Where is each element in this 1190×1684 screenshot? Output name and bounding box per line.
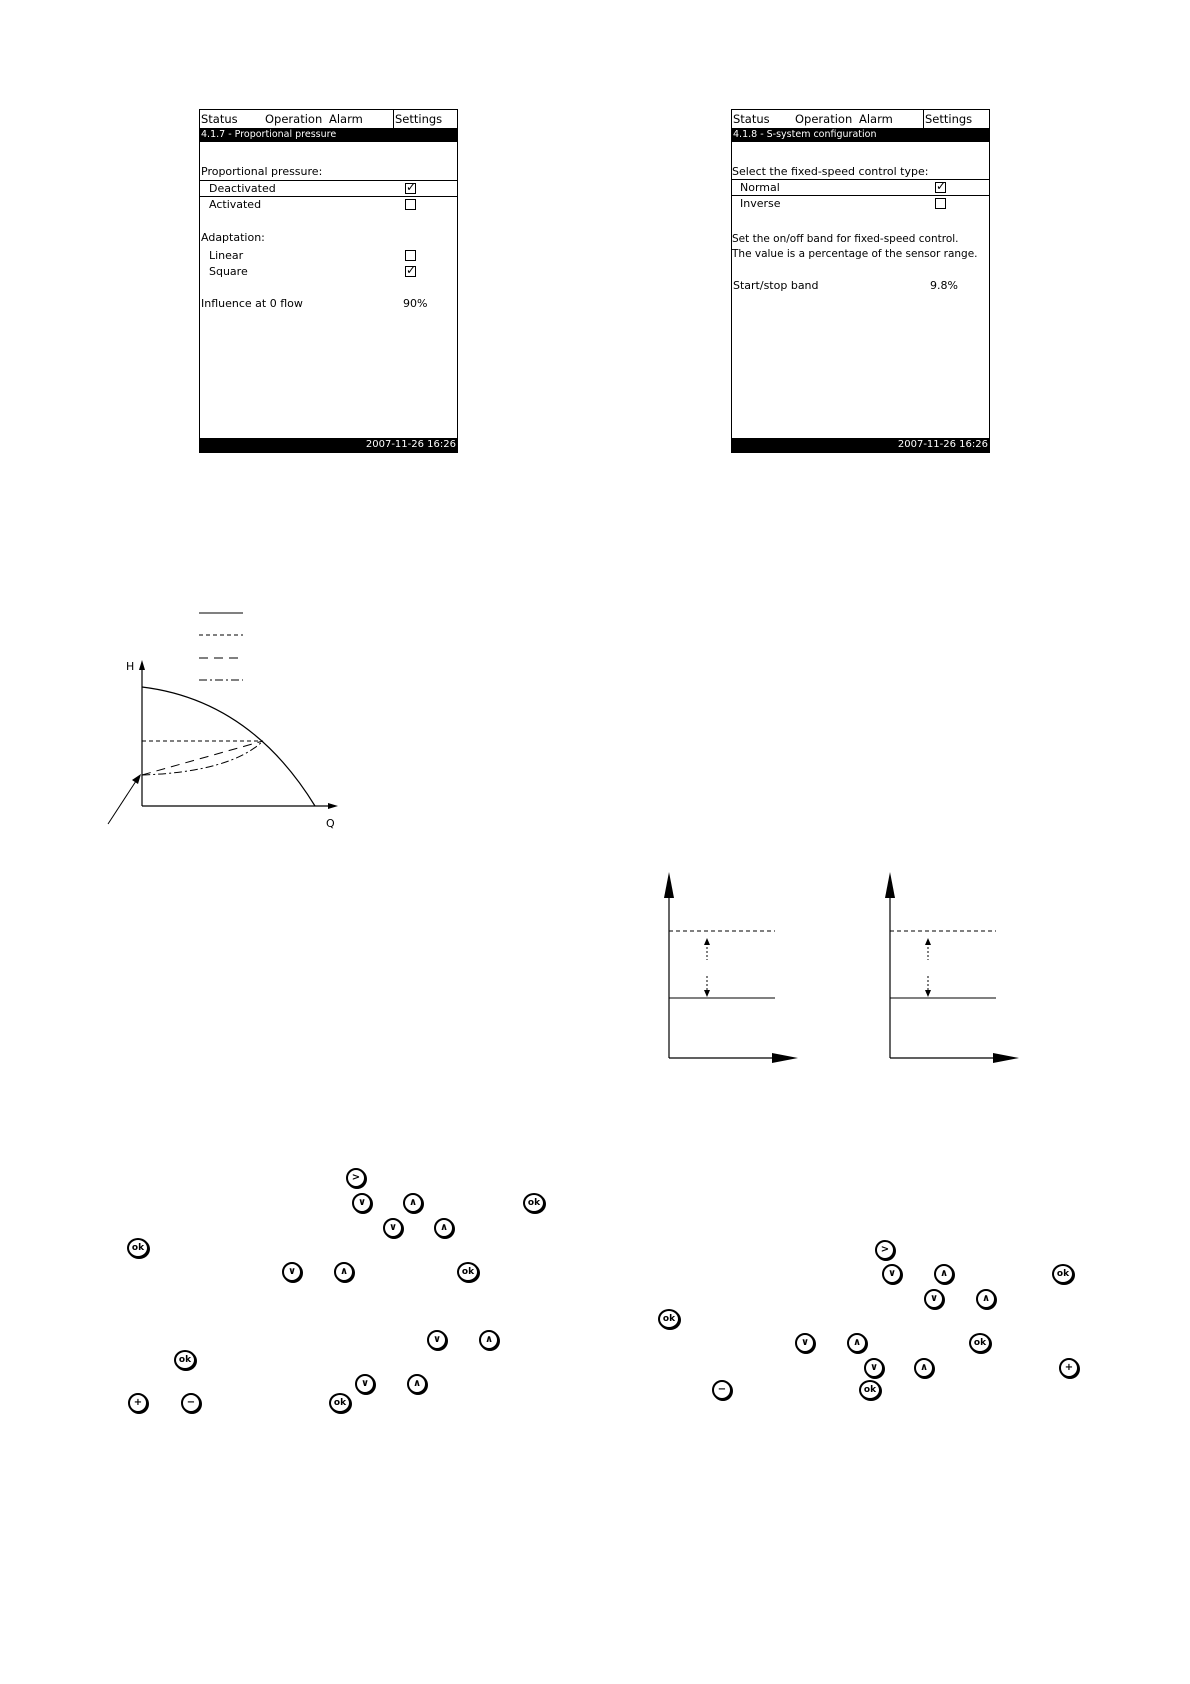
plus-key-icon: +: [1059, 1358, 1079, 1378]
up-key-icon: ∧: [407, 1374, 427, 1394]
onoff-band-diagram-inverse: [876, 860, 1026, 1070]
option-normal-label: Normal: [740, 181, 780, 194]
down-key-icon: ∨: [795, 1333, 815, 1353]
down-key-icon: ∨: [427, 1330, 447, 1350]
ok-key-icon: ok: [457, 1262, 479, 1282]
display-screen-proportional-pressure: [199, 109, 458, 453]
x-axis-label: Q: [326, 817, 335, 830]
ok-key-icon: ok: [174, 1350, 196, 1370]
ok-key-icon: ok: [1052, 1264, 1074, 1284]
option-square-label: Square: [209, 265, 248, 278]
up-key-icon: ∧: [434, 1218, 454, 1238]
up-key-icon: ∧: [976, 1289, 996, 1309]
option-linear-label: Linear: [209, 249, 244, 262]
tab-operation[interactable]: Operation: [795, 112, 853, 126]
up-key-icon: ∧: [403, 1193, 423, 1213]
up-key-icon: ∧: [934, 1264, 954, 1284]
minus-key-icon: −: [712, 1380, 732, 1400]
down-key-icon: ∨: [355, 1374, 375, 1394]
up-key-icon: ∧: [334, 1262, 354, 1282]
section-label-control-type: Select the fixed-speed control type:: [732, 165, 929, 178]
up-arrowhead: [704, 938, 710, 945]
right-key-icon: >: [346, 1168, 366, 1188]
section-label-adaptation: Adaptation:: [201, 231, 265, 244]
option-deactivated-label: Deactivated: [209, 182, 276, 195]
minus-key-icon: −: [181, 1393, 201, 1413]
down-key-icon: ∨: [383, 1218, 403, 1238]
info-text-line-1: Set the on/off band for fixed-speed control.: [732, 233, 959, 245]
checkbox-activated[interactable]: [405, 199, 416, 210]
pointer-line: [108, 778, 138, 824]
option-inverse-label: Inverse: [740, 197, 781, 210]
screen-title: 4.1.8 - S-system configuration: [732, 128, 989, 142]
y-axis-arrow: [664, 872, 674, 898]
tab-settings[interactable]: Settings: [923, 110, 989, 128]
tab-status[interactable]: Status: [733, 112, 770, 126]
band-value[interactable]: 9.8%: [930, 279, 958, 292]
down-key-icon: ∨: [282, 1262, 302, 1282]
tab-settings[interactable]: Settings: [393, 110, 457, 128]
down-key-icon: ∨: [882, 1264, 902, 1284]
display-screen-s-system-configuration: [731, 109, 990, 453]
ok-key-icon: ok: [329, 1393, 351, 1413]
y-axis-arrow: [885, 872, 895, 898]
tab-alarm[interactable]: Alarm: [859, 112, 893, 126]
x-axis-arrow: [993, 1053, 1019, 1063]
x-axis-arrow: [328, 803, 338, 809]
ok-key-icon: ok: [859, 1380, 881, 1400]
up-key-icon: ∧: [914, 1358, 934, 1378]
menu-bar: [732, 110, 989, 128]
menu-bar: [200, 110, 457, 128]
ok-key-icon: ok: [523, 1193, 545, 1213]
checkbox-normal[interactable]: [935, 182, 946, 193]
up-arrowhead: [925, 938, 931, 945]
x-axis-arrow: [772, 1053, 798, 1063]
linear-proportional-line: [142, 741, 263, 775]
ok-key-icon: ok: [969, 1333, 991, 1353]
down-arrowhead: [925, 990, 931, 997]
pointer-arrowhead: [132, 774, 141, 784]
plus-key-icon: +: [128, 1393, 148, 1413]
influence-label: Influence at 0 flow: [201, 297, 303, 310]
proportional-pressure-curve-diagram: [100, 600, 350, 840]
tab-operation[interactable]: Operation: [265, 112, 323, 126]
tab-status[interactable]: Status: [201, 112, 238, 126]
screen-title: 4.1.7 - Proportional pressure: [200, 128, 457, 142]
down-key-icon: ∨: [864, 1358, 884, 1378]
checkbox-square[interactable]: [405, 266, 416, 277]
down-arrowhead: [704, 990, 710, 997]
checkbox-deactivated[interactable]: [405, 183, 416, 194]
option-activated-label: Activated: [209, 198, 262, 211]
band-label: Start/stop band: [733, 279, 819, 292]
ok-key-icon: ok: [658, 1309, 680, 1329]
checkbox-linear[interactable]: [405, 250, 416, 261]
tab-alarm[interactable]: Alarm: [329, 112, 363, 126]
up-key-icon: ∧: [847, 1333, 867, 1353]
right-key-icon: >: [875, 1240, 895, 1260]
checkbox-inverse[interactable]: [935, 198, 946, 209]
onoff-band-diagram-normal: [655, 860, 805, 1070]
footer-datetime: 2007-11-26 16:26: [200, 438, 457, 452]
y-axis-label: H: [126, 660, 135, 673]
up-key-icon: ∧: [479, 1330, 499, 1350]
info-text-line-2: The value is a percentage of the sensor range.: [732, 248, 978, 260]
footer-datetime: 2007-11-26 16:26: [732, 438, 989, 452]
down-key-icon: ∨: [924, 1289, 944, 1309]
y-axis-arrow: [139, 660, 145, 670]
ok-key-icon: ok: [127, 1238, 149, 1258]
pump-curve: [142, 687, 315, 806]
section-label-proportional-pressure: Proportional pressure:: [201, 165, 323, 178]
influence-value[interactable]: 90%: [403, 297, 428, 310]
down-key-icon: ∨: [352, 1193, 372, 1213]
